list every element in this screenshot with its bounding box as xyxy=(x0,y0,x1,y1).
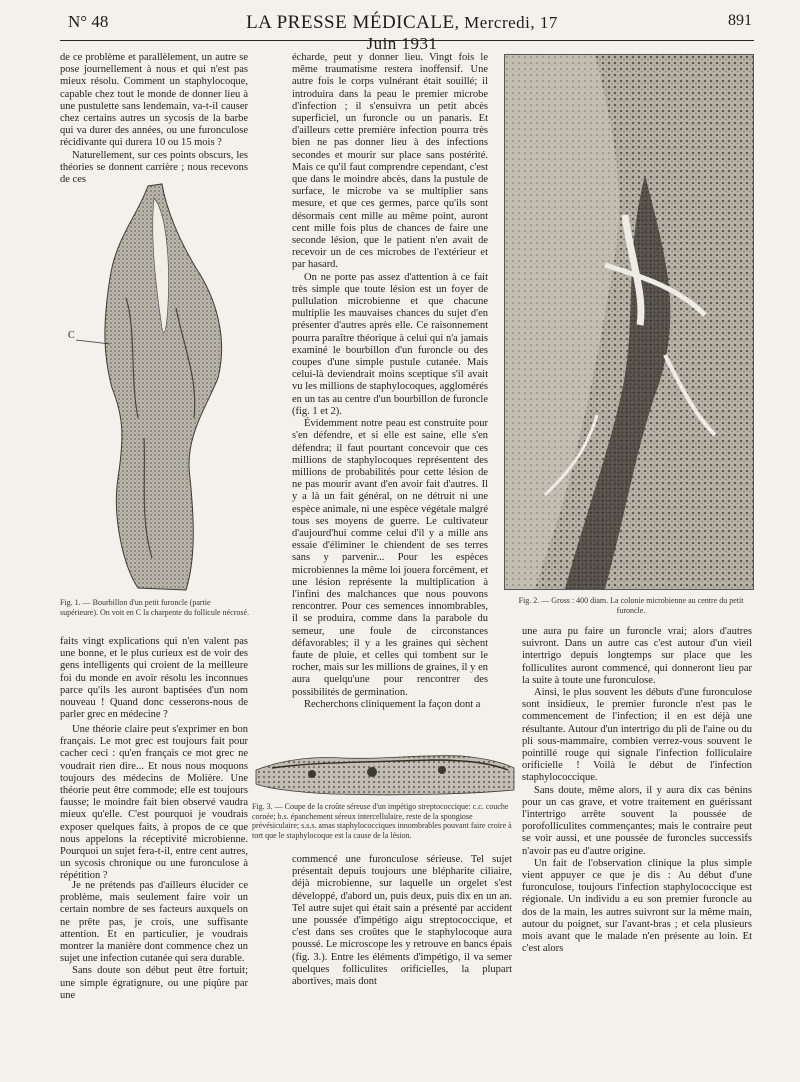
paragraph: Évidemment notre peau est construite pour s'en défendre, et si elle est saine, elle s'en défendra; il faut pourtant concevoir que ces millions de staphylocoques représentent des millions de probabilités pour cette lésion de ne pas mourir avant d'en avoir fait d'autres. Il y a là un fait général, on ne détruit ni une espèce animale, ni une espèce végétale malgré tous ses moyens de guerre. Le cultivateur d'aujourd'hui comme celui d'il y a mille ans essaie d'éliminer le chiendent de ses terres sans y parvenir... Pour les espèces microbiennes la même loi jouera forcément, et une lésion représente la multiplication à l'infini des malchances que nous pouvons rencontrer. Pour ces semences innombrables, il se produira, comme dans la parabole du semeur, une foule de circonstances défavorables; il y a les graines qui sèchent faute de pluie, et celles qui tombent sur le rocher, mais sur les millions de graines, il y en aura quelqu'une pour rencontrer des possibilités de germination. xyxy=(292,418,488,698)
left-column-bottom xyxy=(60,880,248,1072)
figure-1-letter: C xyxy=(68,330,75,341)
header-rule xyxy=(60,40,754,41)
paragraph: une aura pu faire un furoncle vrai; alors d'autres suivront. Dans un autre cas c'est autour d'un vieil intertrigo depuis longtemps sur place que les folliculites auront commencé, qui donneront lieu par la suite à toute une furonculose. xyxy=(522,626,752,686)
paragraph: de ce problème et parallèlement, un autre se pose journellement à nous et qui n'est pas mieux résolu. Comment un staphylocoque, capable chez tout le monde de donner lieu à une pustulette sans lendemain, va-t-il causer chez certains autres un sycosis de la barbe qui va durer des années, ou une furonculose récidivante qui durera 10 ou 15 mois ? xyxy=(60,52,248,149)
paragraph: Sans doute, même alors, il y aura dix cas bénins pour un cas grave, et votre traitement en guérissant l'intertrigo arrête souvent la poussée de porofolliculites commençantes; mais le contraire peut se voir aussi, et une poussée de furoncles successifs n'avoir pas eu d'autre origine. xyxy=(522,784,752,857)
paragraph: Sans doute son début peut être fortuit; une simple égratignure, ou une piqûre par une xyxy=(60,965,248,1001)
paragraph: Naturellement, sur ces points obscurs, les théories se donnent carrière ; nous recevons de ces xyxy=(60,149,248,186)
left-column-middle xyxy=(60,636,248,722)
figure-2-image xyxy=(504,54,754,590)
left-column-lower xyxy=(60,724,248,882)
paragraph: Ainsi, le plus souvent les débuts d'une furonculose sont insidieux, le premier furoncle n'est pas le commencement de l'infection; il en est déjà une résultante. Autour d'un intertrigo du pli de l'aine ou du pli sous-mammaire, combien verrez-vous souvent le pointillé rouge qui signale l'infection folliculaire orificielle ! Voilà le début de l'infection staphylococcique. xyxy=(522,687,752,784)
figure-1-image xyxy=(66,178,250,594)
figure-3-caption: Fig. 3. — Coupe de la croûte séreuse d'un impétigo streptococcique: c.c. couche cornée; b.s. épanchement séreux intercellulaire, reste de la spongiose prévésiculaire; s.s.s. amas staphylococciques innombrables pouvant faire croire à tort que le staphylocoque est la cause de la lésion. xyxy=(252,802,512,840)
paragraph: Recherchons cliniquement la façon dont a xyxy=(304,698,481,710)
figure-1-caption: Fig. 1. — Bourbillon d'un petit furoncle (partie supérieure). On voit en C la charpente du follicule nécrosé. xyxy=(60,598,250,617)
paragraph: Une théorie claire peut s'exprimer en bon français. Le mot grec est toujours fait pour cacher ceci : qu'en français ce mot grec ne voudrait rien dire... Et nous nous moquons toujours des médecins de Molière. Une théorie peut être commode; elle est toujours fausse; le moindre fait bien observé vaudra mieux qu'elle. C'est pourquoi je voudrais exposer quelques faits, à propos de ce que nous appelons la réceptivité microbienne. Pourquoi un sujet fera-t-il, entre cent autres, un sycosis chronique ou une furonculose à répétition ? xyxy=(60,724,248,882)
paragraph: On ne porte pas assez d'attention à ce fait très simple que toute lésion est un foyer de pullulation microbienne et que chacune multiplie les mauvaises chances du sujet d'en présenter d'autres après elle. Ce raisonnement pourra paraître théorique à celui qui n'a jamais examiné le bourbillon d'un furoncle ou des coupes d'une simple pustule cutanée. Mais celui-là deviendrait moins sceptique s'il avait vu les millions de staphylocoques, agglomérés en un tas au centre d'un bourbillon de furoncle (fig. 1 et 2). xyxy=(292,271,488,417)
issue-number: N° 48 xyxy=(68,12,109,31)
figure-3-image xyxy=(252,740,516,798)
right-column xyxy=(522,626,752,1070)
issue-date: Mercredi, 17 Juin 1931 xyxy=(366,13,558,53)
left-column-top xyxy=(60,52,248,186)
paragraph: commencé une furonculose sérieuse. Tel sujet présentait depuis toujours une blépharite ciliaire, déjà microbienne, sur laquelle un orgelet s'est développé, d'abord un, puis deux, puis dix en un an. Tel autre sujet qui était sain a présenté par accident une poussée d'impétigo aigu streptococcique, et c'est dans ses croûtes que le staphylocoque aura poussé. Le microscope les y retrouve en bancs épais (fig. 3.). Entre les éléments d'impétigo, il va semer quelques folliculites orificielles, la plupart abortives, mais dont xyxy=(292,854,512,988)
middle-column-lower xyxy=(292,854,512,1068)
journal-name: LA PRESSE MÉDICALE xyxy=(246,12,455,33)
paragraph: faits vingt explications qui n'en valent pas une bonne, et le plus curieux est de voir des gens intelligents qui croient de la meilleure foi du monde en avoir résolu les inconnues parce qu'ils les auront baptisées d'un nom nouveau ! Quand donc cesserons-nous de parler grec en médecine ? xyxy=(60,636,248,721)
paragraph: Un fait de l'observation clinique la plus simple vient appuyer ce que je dis : Au début d'une furonculose, toujours l'infection staphylococcique est régionale. Un individu a eu son premier furoncle au dos de la main, les autres suivront sur la même main, autour du poignet, sur l'avant-bras ; et cela plusieurs mois avant que le malade n'en présente au loin. Et c'est alors xyxy=(522,857,752,955)
paragraph: Je ne prétends pas d'ailleurs élucider ce problème, mais seulement faire voir un certain nombre de ses facteurs auxquels on ne prête pas, je crois, une suffisante attention. Et en particulier, je voudrais montrer la manière dont commence chez un sujet une infection cutanée qui sera durable. xyxy=(60,880,248,965)
paragraph: écharde, peut y donner lieu. Vingt fois le même traumatisme restera inoffensif. Une autre fois le corps vulnérant était souillé; il introduira dans la peau le premier microbe d'infection ; il s'ensuivra un petit abcès superficiel, un furoncle ou un panaris. Et d'ailleurs cette première infection pourra très bien ne pas donner lieu à des infections secondes et mourir sur place sans postérité. Mais ce qu'il faut comprendre cependant, c'est que dans le moindre abcès, dans la pustule de surface, le microbe va se multiplier sans mesure, et que ces germes, parce qu'ils sont désormais cent mille au même point, auront cent mille fois plus de chances de faire une seconde lésion, que le patient n'en avait de recevoir un de ces microbes de l'extérieur et par hasard. xyxy=(292,52,488,271)
figure-2-caption: Fig. 2. — Gross : 400 diam. La colonie microbienne au centre du petit furoncle. xyxy=(518,596,744,615)
page-number: 891 xyxy=(728,12,752,29)
journal-title: LA PRESSE MÉDICALE, Mercredi, 17 Juin 1931 xyxy=(246,12,558,53)
middle-column xyxy=(292,52,488,740)
